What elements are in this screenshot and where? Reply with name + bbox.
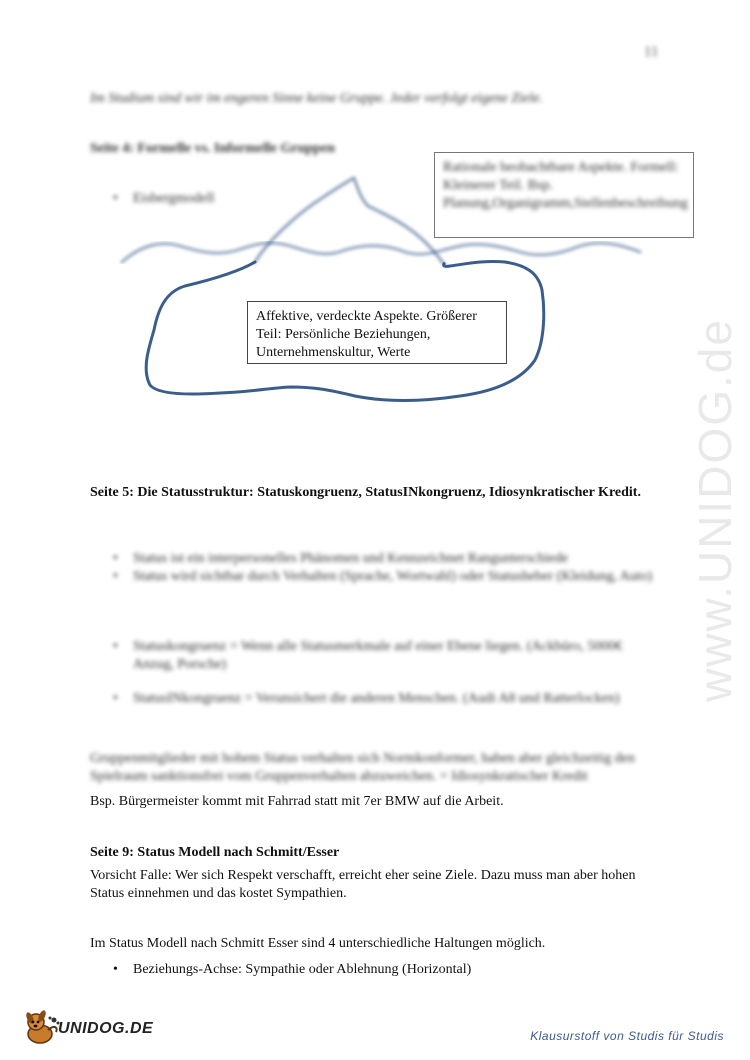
unidog-logo (22, 1010, 162, 1046)
waterline-stroke (122, 243, 640, 262)
list-item-text: Statuskongruenz = Wenn alle Statusmerkmale auf einer Ebene liegen. (Ackbüro, 5000€ Anzug, Porsche) (133, 639, 623, 672)
iceberg-tip-stroke (255, 178, 444, 264)
bullet-glyph: • (113, 569, 118, 584)
list-item-text: StatusINkongruenz = Verunsichert die anderen Menschen. (Audi A8 und Ratterlocken) (133, 691, 620, 706)
bullet-glyph: • (113, 691, 118, 706)
section5-bullet-statusinkongruenz (113, 690, 663, 708)
bullet-glyph: • (113, 639, 118, 654)
section5-paragraph: Gruppenmitglieder mit hohem Status verhalten sich Normkonformer, haben aber gleichzeitig den Spielraum sanktionsfrei vom Gruppenverhalten abzuweichen. = Idiosynkratischer Kredit (90, 751, 635, 784)
section5-bullet-statuskongruenz (113, 638, 663, 674)
section5-example: Bsp. Bürgermeister kommt mit Fahrrad statt mit 7er BMW auf die Arbeit. (90, 794, 504, 809)
section9-heading: Seite 9: Status Modell nach Schmitt/Esser (90, 845, 340, 860)
section5-heading: Seite 5: Die Statusstruktur: Statuskongruenz, StatusINkongruenz, Idiosynkratischer Kredit. (90, 485, 641, 500)
intro-text: Im Studium sind wir im engeren Sinne keine Gruppe. Jeder verfolgt eigene Ziele. (90, 91, 543, 106)
page-number: 11 (644, 44, 659, 60)
section9-paragraph-1: Vorsicht Falle: Wer sich Respekt verschafft, erreicht eher seine Ziele. Dazu muss man aber hohen Status einnehmen und das kostet Sympathien. (90, 868, 636, 901)
watermark-text: www.UNIDOG.de (689, 318, 742, 702)
bullet-glyph: • (113, 962, 118, 977)
bullet-glyph: • (113, 191, 118, 206)
bullet-text: Eisbergmodell (133, 191, 215, 206)
list-item-text: Status wird sichtbar durch Verhalten (Sprache, Wortwahl) oder Statusheber (Kleidung, Auto) (133, 569, 653, 584)
section5-bullets-a (113, 550, 663, 586)
box-visible-aspects (434, 152, 694, 238)
list-item-text: Beziehungs-Achse: Sympathie oder Ablehnung (Horizontal) (133, 962, 472, 977)
section9-paragraph-2: Im Status Modell nach Schmitt Esser sind 4 unterschiedliche Haltungen möglich. (90, 936, 546, 951)
logo-text: UNIDOG.DE (58, 1020, 154, 1037)
list-item-text: Status ist ein interpersonelles Phänomen und Kennzeichnet Rangunterschiede (133, 551, 569, 566)
list-item (113, 550, 663, 568)
box-hidden-aspects (247, 301, 507, 364)
footer-tagline: Klausurstoff von Studis für Studis (530, 1029, 724, 1043)
dog-mascot-icon (22, 1010, 62, 1046)
bullet-glyph: • (113, 551, 118, 566)
box-hidden-aspects-text: Affektive, verdeckte Aspekte. Größerer Teil: Persönliche Beziehungen, Unternehmenskultur, Werte (256, 309, 477, 360)
list-item (113, 568, 663, 586)
box-visible-aspects-text: Rationale beobachtbare Aspekte. Formell: Kleinerer Teil. Bsp. Planung,Organigramm,Stellenbeschreibung (443, 160, 688, 211)
section9-bullet (113, 961, 663, 979)
section4-heading: Seite 4: Formelle vs. Informelle Gruppen (90, 141, 335, 156)
